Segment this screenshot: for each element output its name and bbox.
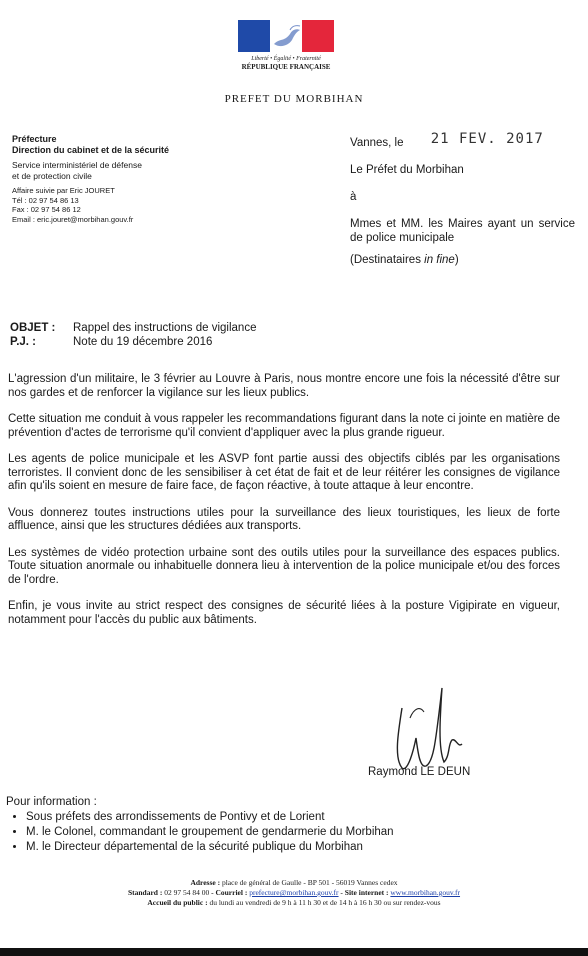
service-line2: et de protection civile xyxy=(12,171,92,181)
service-line1: Service interministériel de défense xyxy=(12,160,142,170)
website-link[interactable]: www.morbihan.gouv.fr xyxy=(390,888,461,897)
prefecture-label: Préfecture xyxy=(12,134,57,144)
footer-address: Adresse : place de général de Gaulle - BP 501 - 56019 Vannes cedex xyxy=(190,878,398,887)
from-label: Le Préfet du Morbihan xyxy=(350,164,464,176)
scan-edge xyxy=(0,948,588,956)
fax-number: Fax : 02 97 54 86 12 xyxy=(12,205,81,214)
email-address: Email : eric.jouret@morbihan.gouv.fr xyxy=(12,214,134,224)
direction-label: Direction du cabinet et de la sécurité xyxy=(12,145,170,155)
footer xyxy=(0,878,588,908)
info-list xyxy=(6,810,394,855)
list-item: • M. le Directeur départemental de la sécurité publique du Morbihan xyxy=(26,840,394,855)
paragraph: Vous donnerez toutes instructions utiles pour la surveillance des lieux touristiques, les lieux de forte affluence, ainsi que les structures dédiées aux transports. xyxy=(8,506,560,532)
signatory-name: Raymond LE DEUN xyxy=(368,766,471,778)
footer-hours: Accueil du public : du lundi au vendredi de 9 h à 11 h 30 et de 14 h à 16 h 30 ou sur rendez-vous xyxy=(147,898,441,907)
date-line xyxy=(350,131,575,150)
paragraph: L'agression d'un militaire, le 3 février au Louvre à Paris, nous montre encore une fois la nécessité d'être sur nos gardes et de renforcer la vigilance sur les lieux publics. xyxy=(8,373,560,399)
marianne-profile-icon xyxy=(270,20,302,52)
affaire-suivie: Affaire suivie par Eric JOURET xyxy=(12,186,115,195)
info-heading: Pour information : xyxy=(6,796,97,808)
to-label: à xyxy=(350,191,357,203)
motto: Liberté • Égalité • Fraternité xyxy=(251,56,321,62)
list-item: • M. le Colonel, commandant le groupement de gendarmerie du Morbihan xyxy=(26,825,394,840)
objet-label: OBJET : xyxy=(10,322,56,334)
addressees: Mmes et MM. les Maires ayant un service de police municipale xyxy=(350,218,575,244)
place-label: Vannes, le xyxy=(350,137,404,149)
list-item: • Sous préfets des arrondissements de Pontivy et de Lorient xyxy=(26,810,394,825)
footer-contact: Standard : 02 97 54 84 00 - Courriel : prefecture@morbihan.gouv.fr - Site internet : www.morbihan.gouv.fr xyxy=(127,888,461,897)
letter-body xyxy=(8,373,560,640)
objet-value: Rappel des instructions de vigilance xyxy=(73,322,257,334)
paragraph: Les agents de police municipale et les ASVP font partie aussi des objectifs ciblés par les organisations terroristes. Il convient donc de les sensibiliser à cet état de fait et de leur réitérer les consignes de vigilance afin qu'ils soient en mesure de faire face, de façon réactive, à toute attaque à leur encontre. xyxy=(8,453,560,492)
objet-block xyxy=(10,321,256,349)
marianne-logo xyxy=(238,20,334,71)
sender-block xyxy=(12,134,242,224)
paragraph: Cette situation me conduit à vous rappeler les recommandations figurant dans la note ci jointe en matière de prévention d'actes de terrorisme qu'il convient d'appliquer avec la plus grande rigueur. xyxy=(8,413,560,439)
pj-label: P.J. : xyxy=(10,336,36,348)
email-link[interactable]: prefecture@morbihan.gouv.fr xyxy=(249,888,339,897)
republic-label: RÉPUBLIQUE FRANÇAISE xyxy=(241,63,331,71)
pj-value: Note du 19 décembre 2016 xyxy=(73,336,213,348)
destinataires-note: (Destinataires in fine) xyxy=(350,254,459,266)
recipient-block xyxy=(350,131,575,267)
phone-number: Tél : 02 97 54 86 13 xyxy=(12,195,79,205)
french-flag-icon xyxy=(238,20,334,52)
paragraph: Les systèmes de vidéo protection urbaine sont des outils utiles pour la surveillance des espaces publics. Toute situation anormale ou inhabituelle donnera lieu à intervention de la police municipale et/ou des forces de l'ordre. xyxy=(8,546,560,586)
info-block xyxy=(6,795,394,855)
date-stamp: 21 FEV. 2017 xyxy=(430,131,544,147)
prefet-title: PREFET DU MORBIHAN xyxy=(224,93,364,105)
handwritten-signature xyxy=(380,678,470,778)
paragraph: Enfin, je vous invite au strict respect des consignes de sécurité liées à la posture Vigipirate en vigueur, notamment pour l'accès du public aux bâtiments. xyxy=(8,600,560,626)
